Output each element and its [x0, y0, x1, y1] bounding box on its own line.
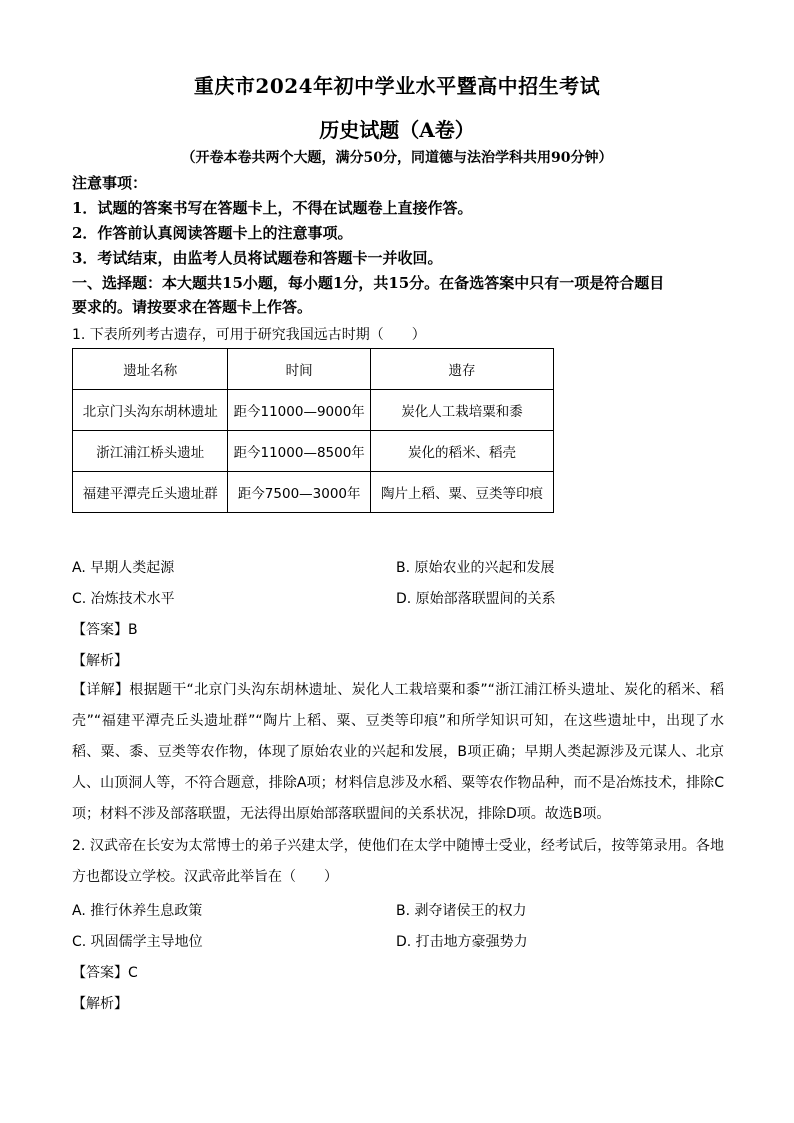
- table-row: [73, 431, 554, 472]
- table-cell: 北京门头沟东胡林遗址: [73, 390, 228, 431]
- table-header-row: [73, 349, 554, 390]
- answer-label: 【答案】B: [72, 622, 138, 638]
- table-cell: 陶片上稻、粟、豆类等印痕: [370, 472, 553, 513]
- question-1-stem: 1. 下表所列考古遗存，可用于研究我国远古时期（ ）: [72, 327, 426, 343]
- table-header-cell: 时间: [228, 349, 371, 390]
- table-cell: 距今11000—8500年: [228, 431, 371, 472]
- section-heading-line: 要求的。请按要求在答题卡上作答。: [72, 298, 313, 316]
- table-cell: 福建平潭壳丘头遗址群: [73, 472, 228, 513]
- notice-item: 1．试题的答案书写在答题卡上，不得在试题卷上直接作答。: [72, 199, 473, 217]
- detail-explanation: 【详解】根据题干“北京门头沟东胡林遗址、炭化人工栽培粟和黍”“浙江浦江桥头遗址、炭化的稻米、稻壳”“福建平潭壳丘头遗址群”“陶片上稻、粟、豆类等印痕”和所学知识可知，在这些遗址中，出现了水稻、粟、黍、豆类等农作物，体现了原始农业的兴起和发展，B项正确；早期人类起源涉及元谋人、北京人、山顶洞人等，不符合题意，排除A项；材料信息涉及水稻、粟等农作物品种，而不是冶炼技术，排除C项；材料不涉及部落联盟，无法得出原始部落联盟间的关系状况，排除D项。故选B项。: [72, 682, 724, 822]
- table-cell: 距今7500—3000年: [228, 472, 371, 513]
- table-row: [73, 472, 554, 513]
- exam-note: （开卷本卷共两个大题，满分50分，同道德与法治学科共用90分钟）: [181, 150, 613, 166]
- table-header-cell: 遗址名称: [73, 349, 228, 390]
- analysis-label: 【解析】: [72, 653, 128, 669]
- exam-title: 重庆市2024年初中学业水平暨高中招生考试: [193, 74, 601, 98]
- question-2-stem: 2. 汉武帝在长安为太常博士的弟子兴建太学，使他们在太学中随博士受业，经考试后，按等第录用。各地方也都设立学校。汉武帝此举旨在（ ）: [72, 838, 724, 885]
- option-a: A. 早期人类起源: [72, 560, 175, 576]
- notice-item: 3．考试结束，由监考人员将试题卷和答题卡一并收回。: [72, 249, 443, 267]
- notices-heading: 注意事项：: [72, 174, 148, 192]
- table-cell: 炭化的稻米、稻壳: [370, 431, 553, 472]
- option-d: D. 原始部落联盟间的关系: [396, 591, 556, 607]
- option-c: C. 巩固儒学主导地位: [72, 934, 203, 950]
- option-b: B. 剥夺诸侯王的权力: [396, 903, 527, 919]
- table-cell: 浙江浦江桥头遗址: [73, 431, 228, 472]
- table-cell: 炭化人工栽培粟和黍: [370, 390, 553, 431]
- option-d: D. 打击地方豪强势力: [396, 934, 528, 950]
- table-row: [73, 390, 554, 431]
- option-b: B. 原始农业的兴起和发展: [396, 560, 555, 576]
- analysis-label: 【解析】: [72, 996, 128, 1012]
- exam-subtitle: 历史试题（A卷）: [319, 118, 475, 142]
- option-c: C. 冶炼技术水平: [72, 591, 175, 607]
- answer-label: 【答案】C: [72, 965, 138, 981]
- relics-table: [72, 348, 554, 513]
- table-header-cell: 遗存: [370, 349, 553, 390]
- option-a: A. 推行休养生息政策: [72, 903, 203, 919]
- table-cell: 距今11000—9000年: [228, 390, 371, 431]
- section-heading-line: 一、选择题：本大题共15小题，每小题1分，共15分。在备选答案中只有一项是符合题目: [72, 274, 665, 292]
- notice-item: 2．作答前认真阅读答题卡上的注意事项。: [72, 224, 353, 242]
